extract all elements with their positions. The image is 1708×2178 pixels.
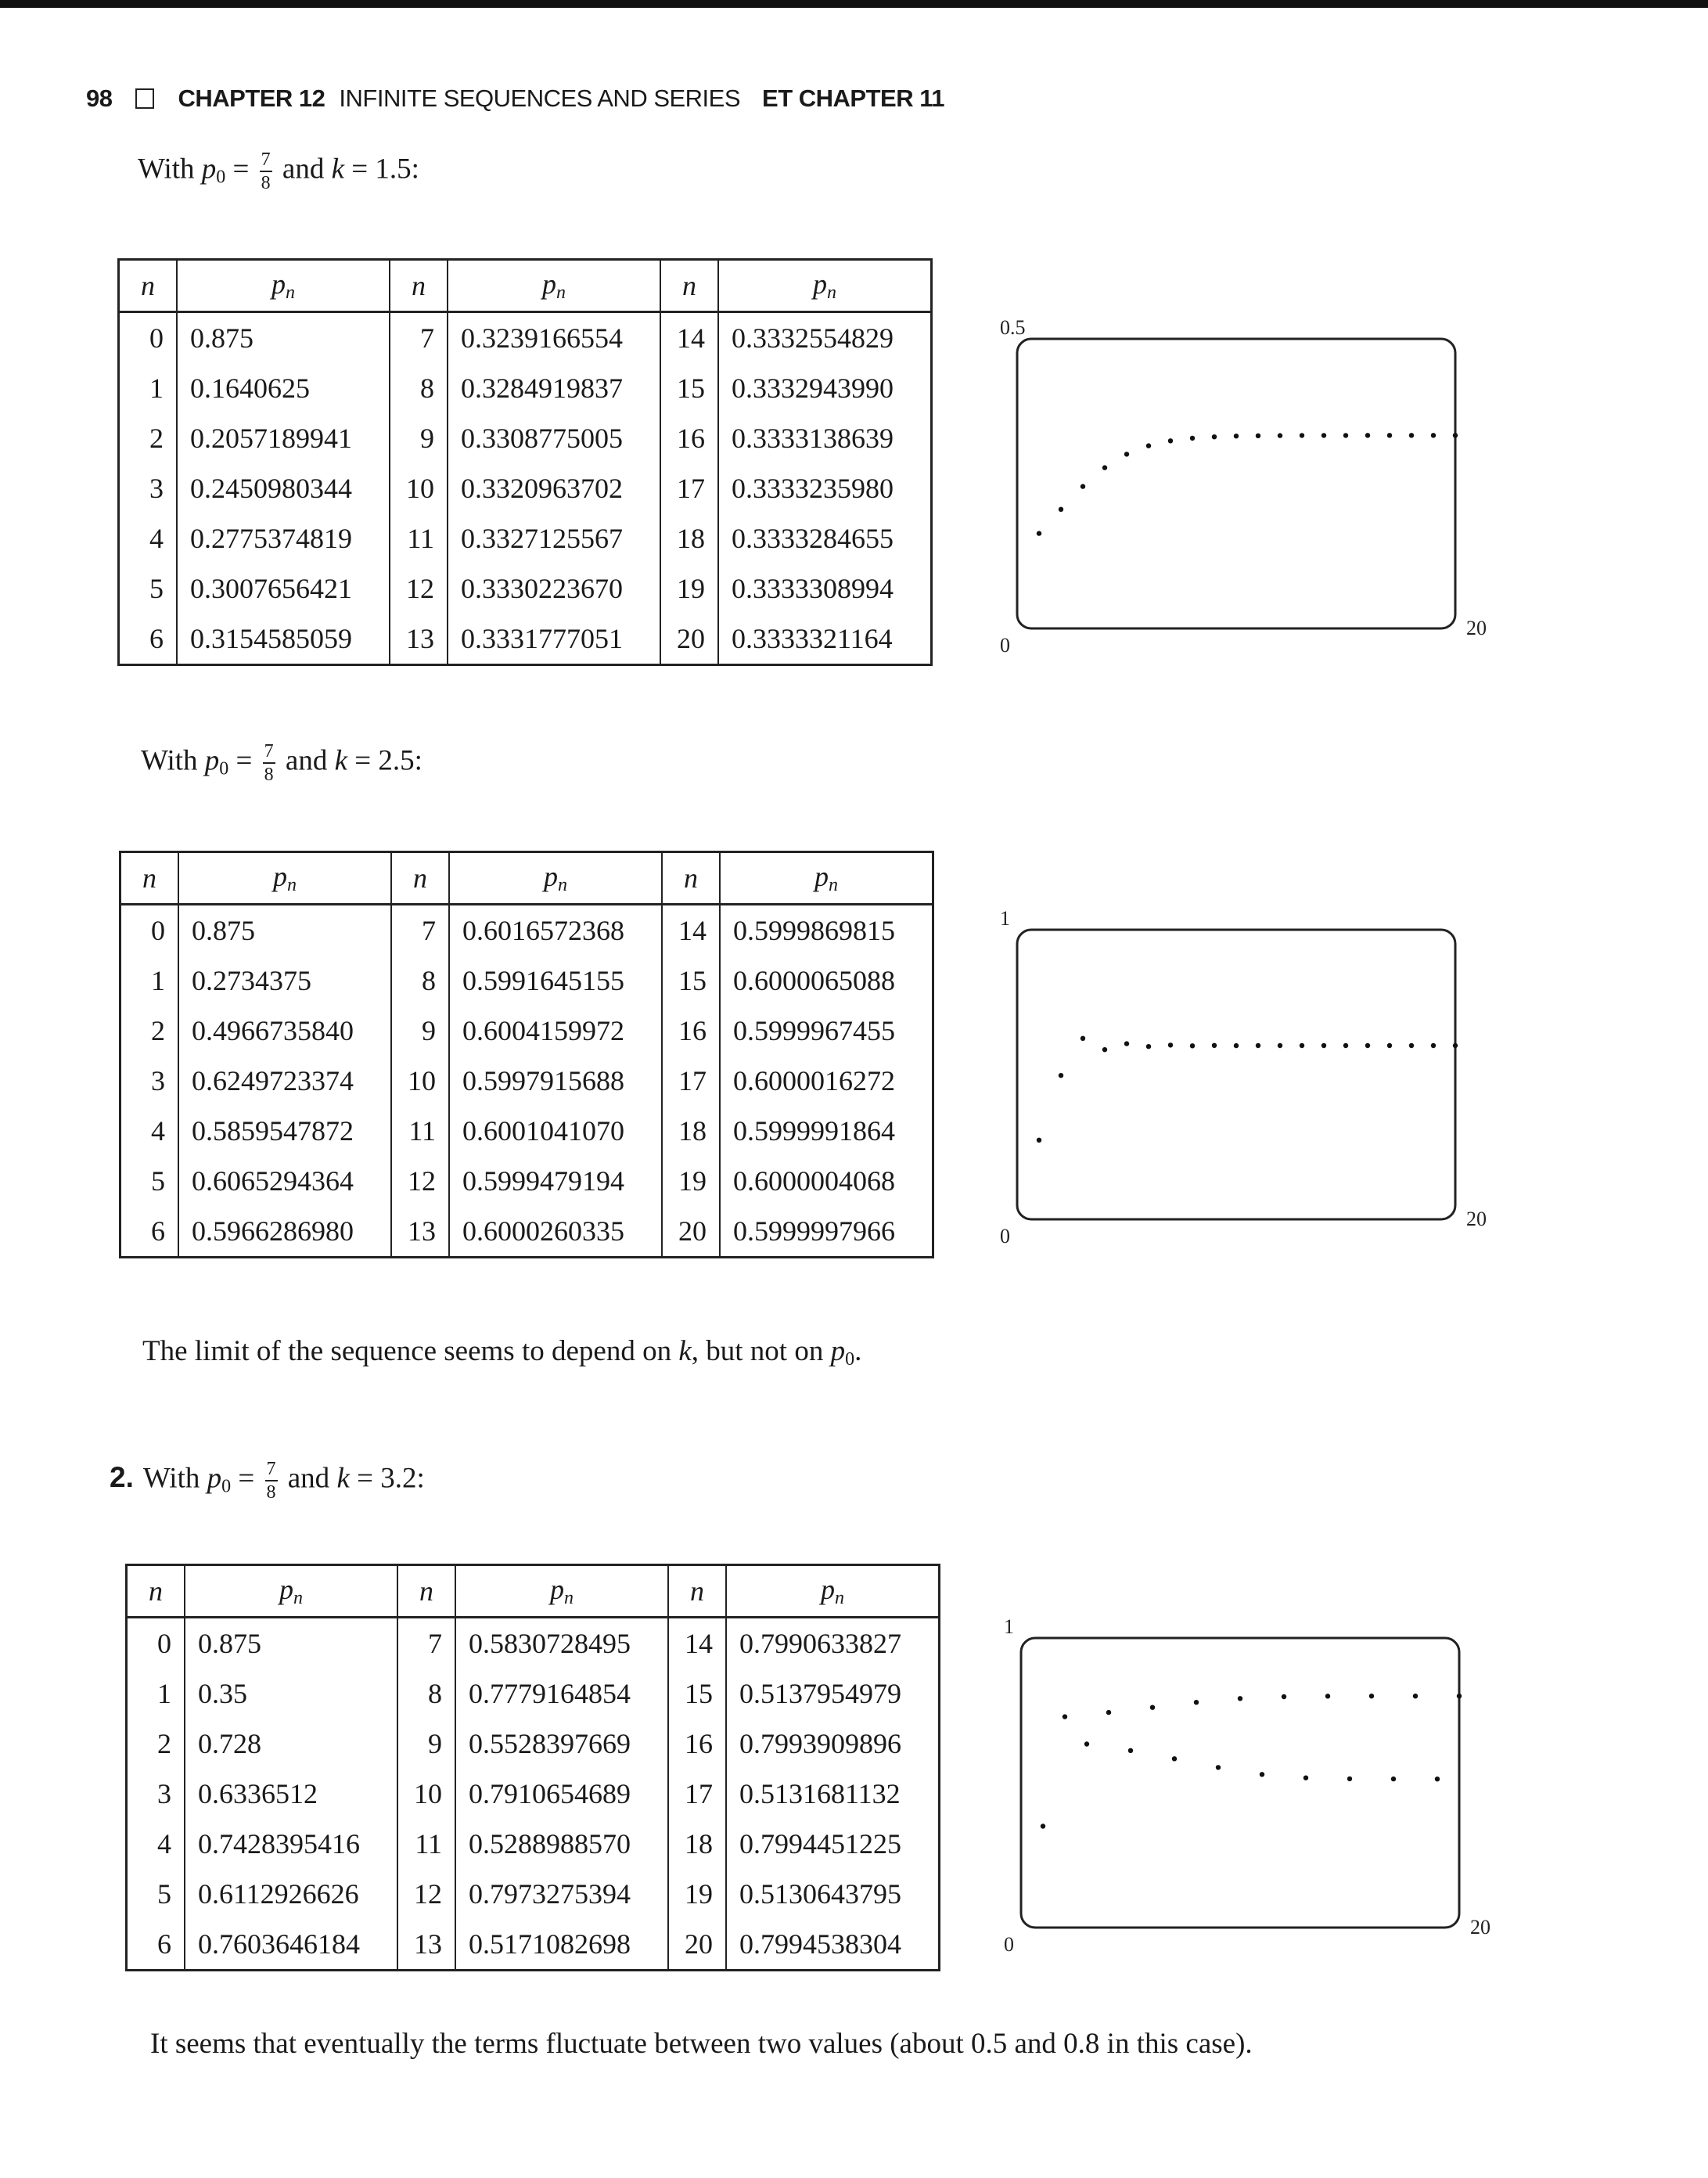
table-row xyxy=(127,1869,940,1919)
index-cell: 13 xyxy=(391,1206,449,1258)
data-point xyxy=(1168,438,1173,443)
value-cell: 0.7973275394 xyxy=(455,1869,668,1919)
column-header: n xyxy=(668,1565,726,1618)
value-cell: 0.7910654689 xyxy=(455,1769,668,1819)
table-row xyxy=(120,905,933,956)
table-row xyxy=(120,1056,933,1106)
table-header-row xyxy=(127,1565,940,1618)
table-row xyxy=(127,1819,940,1869)
index-cell: 10 xyxy=(397,1769,455,1819)
value-cell: 0.35 xyxy=(185,1669,397,1719)
table-row xyxy=(120,1006,933,1056)
data-point xyxy=(1041,1823,1045,1828)
value-cell: 0.2734375 xyxy=(178,956,391,1006)
index-cell: 6 xyxy=(119,614,178,665)
column-header: $p_n$ xyxy=(177,260,390,312)
value-cell: 0.5528397669 xyxy=(455,1719,668,1769)
index-cell: 15 xyxy=(662,956,720,1006)
x-max-label: 20 xyxy=(1470,1916,1490,1939)
index-cell: 8 xyxy=(391,956,449,1006)
value-cell: 0.3154585059 xyxy=(177,614,390,665)
data-point xyxy=(1059,1073,1063,1078)
table-row xyxy=(127,1719,940,1769)
value-cell: 0.1640625 xyxy=(177,363,390,413)
data-point xyxy=(1124,1041,1129,1046)
page-number: 98 xyxy=(86,85,113,112)
index-cell: 17 xyxy=(660,463,718,513)
index-cell: 5 xyxy=(127,1869,185,1919)
y-max-label: 0.5 xyxy=(1000,316,1026,339)
value-cell: 0.5137954979 xyxy=(726,1669,940,1719)
index-cell: 14 xyxy=(668,1618,726,1669)
value-cell: 0.5966286980 xyxy=(178,1206,391,1258)
table-row xyxy=(120,1206,933,1258)
data-point xyxy=(1321,433,1326,437)
index-cell: 20 xyxy=(660,614,718,665)
data-point xyxy=(1037,531,1041,535)
data-point xyxy=(1194,1700,1199,1705)
chapter-label: CHAPTER 12 xyxy=(178,85,325,112)
value-cell: 0.6016572368 xyxy=(449,905,662,956)
scatter-plot-1 xyxy=(994,316,1487,657)
value-cell: 0.5171082698 xyxy=(455,1919,668,1971)
value-cell: 0.4966735840 xyxy=(178,1006,391,1056)
value-cell: 0.2057189941 xyxy=(177,413,390,463)
data-point xyxy=(1234,434,1239,438)
index-cell: 3 xyxy=(120,1056,179,1106)
data-point xyxy=(1081,484,1085,488)
x-min-label: 0 xyxy=(1004,1933,1014,1956)
value-cell: 0.3333138639 xyxy=(718,413,932,463)
data-point xyxy=(1431,433,1436,437)
column-header: $p_n$ xyxy=(185,1565,397,1618)
index-cell: 4 xyxy=(119,513,178,563)
table-row xyxy=(119,614,932,665)
table-row xyxy=(119,413,932,463)
value-cell: 0.875 xyxy=(185,1618,397,1669)
column-header: $p_n$ xyxy=(718,260,932,312)
value-cell: 0.3320963702 xyxy=(448,463,660,513)
index-cell: 9 xyxy=(397,1719,455,1769)
value-cell: 0.3331777051 xyxy=(448,614,660,665)
index-cell: 19 xyxy=(660,563,718,614)
column-header: $p_n$ xyxy=(720,852,933,905)
data-point xyxy=(1059,507,1063,512)
index-cell: 10 xyxy=(391,1056,449,1106)
index-cell: 20 xyxy=(662,1206,720,1258)
value-cell: 0.5131681132 xyxy=(726,1769,940,1819)
data-point xyxy=(1321,1043,1326,1048)
table-row xyxy=(120,956,933,1006)
index-cell: 8 xyxy=(390,363,448,413)
column-header: n xyxy=(120,852,179,905)
index-cell: 17 xyxy=(668,1769,726,1819)
value-cell: 0.5288988570 xyxy=(455,1819,668,1869)
value-cell: 0.5999991864 xyxy=(720,1106,933,1156)
column-header: n xyxy=(119,260,178,312)
table-row xyxy=(119,363,932,413)
data-point xyxy=(1300,1043,1304,1048)
values-table-1 xyxy=(117,258,933,666)
column-header: n xyxy=(390,260,448,312)
index-cell: 0 xyxy=(127,1618,185,1669)
data-point xyxy=(1212,1043,1217,1048)
value-cell: 0.5130643795 xyxy=(726,1869,940,1919)
value-cell: 0.3333321164 xyxy=(718,614,932,665)
values-table-3 xyxy=(125,1564,940,1971)
data-point xyxy=(1102,465,1107,470)
index-cell: 12 xyxy=(397,1869,455,1919)
et-chapter-label: ET CHAPTER 11 xyxy=(762,85,944,112)
index-cell: 6 xyxy=(120,1206,179,1258)
index-cell: 5 xyxy=(119,563,178,614)
index-cell: 14 xyxy=(662,905,720,956)
x-min-label: 0 xyxy=(1000,634,1010,657)
index-cell: 9 xyxy=(390,413,448,463)
index-cell: 0 xyxy=(119,312,178,364)
data-point xyxy=(1102,1047,1107,1052)
column-header: $p_n$ xyxy=(726,1565,940,1618)
plot-frame xyxy=(1021,1638,1459,1928)
index-cell: 19 xyxy=(662,1156,720,1206)
data-point xyxy=(1282,1694,1286,1699)
value-cell: 0.7779164854 xyxy=(455,1669,668,1719)
value-cell: 0.6001041070 xyxy=(449,1106,662,1156)
index-cell: 3 xyxy=(127,1769,185,1819)
index-cell: 15 xyxy=(668,1669,726,1719)
index-cell: 13 xyxy=(390,614,448,665)
value-cell: 0.5830728495 xyxy=(455,1618,668,1669)
value-cell: 0.2450980344 xyxy=(177,463,390,513)
index-cell: 0 xyxy=(120,905,179,956)
data-point xyxy=(1278,1043,1282,1048)
value-cell: 0.7990633827 xyxy=(726,1618,940,1669)
values-table-2 xyxy=(119,851,934,1258)
index-cell: 9 xyxy=(391,1006,449,1056)
data-point xyxy=(1216,1765,1221,1769)
index-cell: 16 xyxy=(660,413,718,463)
table-row xyxy=(119,563,932,614)
section-1-intro: With $p_0$ = $\frac{7}{8}$ and k = 1.5: xyxy=(138,149,419,193)
data-point xyxy=(1300,433,1304,437)
plot-frame xyxy=(1017,339,1455,628)
data-point xyxy=(1168,1042,1173,1047)
table-row xyxy=(127,1669,940,1719)
data-point xyxy=(1325,1694,1330,1698)
value-cell: 0.3332943990 xyxy=(718,363,932,413)
value-cell: 0.3239166554 xyxy=(448,312,660,364)
y-max-label: 1 xyxy=(1000,907,1010,930)
data-point xyxy=(1347,1777,1352,1781)
index-cell: 6 xyxy=(127,1919,185,1971)
column-header: n xyxy=(662,852,720,905)
data-point xyxy=(1453,433,1458,437)
conclusion-limit: The limit of the sequence seems to depend on k, but not on $p_0$. xyxy=(142,1335,862,1370)
index-cell: 4 xyxy=(127,1819,185,1869)
data-point xyxy=(1413,1694,1418,1698)
index-cell: 19 xyxy=(668,1869,726,1919)
data-point xyxy=(1391,1777,1396,1781)
square-separator-icon xyxy=(135,88,154,109)
index-cell: 11 xyxy=(397,1819,455,1869)
value-cell: 0.6004159972 xyxy=(449,1006,662,1056)
index-cell: 7 xyxy=(390,312,448,364)
value-cell: 0.875 xyxy=(178,905,391,956)
column-header: n xyxy=(660,260,718,312)
column-header: n xyxy=(127,1565,185,1618)
data-point xyxy=(1369,1694,1374,1698)
data-point xyxy=(1234,1043,1239,1048)
value-cell: 0.6000260335 xyxy=(449,1206,662,1258)
table-row xyxy=(127,1769,940,1819)
value-cell: 0.3333308994 xyxy=(718,563,932,614)
chapter-title: INFINITE SEQUENCES AND SERIES xyxy=(339,85,741,112)
value-cell: 0.3327125567 xyxy=(448,513,660,563)
value-cell: 0.7994451225 xyxy=(726,1819,940,1869)
data-point xyxy=(1037,1138,1041,1143)
value-cell: 0.6249723374 xyxy=(178,1056,391,1106)
column-header: $p_n$ xyxy=(455,1565,668,1618)
data-point xyxy=(1453,1043,1458,1048)
value-cell: 0.7428395416 xyxy=(185,1819,397,1869)
index-cell: 8 xyxy=(397,1669,455,1719)
index-cell: 1 xyxy=(120,956,179,1006)
table-header-row xyxy=(119,260,932,312)
index-cell: 15 xyxy=(660,363,718,413)
table-row xyxy=(127,1919,940,1971)
data-point xyxy=(1063,1714,1067,1719)
column-header: $p_n$ xyxy=(178,852,391,905)
column-header: n xyxy=(397,1565,455,1618)
value-cell: 0.3333284655 xyxy=(718,513,932,563)
data-point xyxy=(1190,1043,1195,1048)
index-cell: 17 xyxy=(662,1056,720,1106)
value-cell: 0.7993909896 xyxy=(726,1719,940,1769)
value-cell: 0.728 xyxy=(185,1719,397,1769)
index-cell: 18 xyxy=(668,1819,726,1869)
data-point xyxy=(1457,1694,1462,1698)
data-point xyxy=(1212,434,1217,439)
data-point xyxy=(1128,1748,1133,1753)
value-cell: 0.5859547872 xyxy=(178,1106,391,1156)
index-cell: 2 xyxy=(120,1006,179,1056)
fraction: $\frac{7}{8}$ xyxy=(261,149,271,193)
index-cell: 14 xyxy=(660,312,718,364)
value-cell: 0.3333235980 xyxy=(718,463,932,513)
index-cell: 7 xyxy=(397,1618,455,1669)
value-cell: 0.2775374819 xyxy=(177,513,390,563)
data-point xyxy=(1343,1043,1348,1048)
value-cell: 0.5991645155 xyxy=(449,956,662,1006)
y-max-label: 1 xyxy=(1004,1615,1014,1638)
data-point xyxy=(1146,1044,1151,1049)
value-cell: 0.5999479194 xyxy=(449,1156,662,1206)
fraction: $\frac{7}{8}$ xyxy=(264,741,274,785)
table-row xyxy=(127,1618,940,1669)
scatter-plot-2 xyxy=(994,907,1487,1247)
running-header xyxy=(86,85,944,113)
index-cell: 16 xyxy=(662,1006,720,1056)
column-header: n xyxy=(391,852,449,905)
value-cell: 0.875 xyxy=(177,312,390,364)
value-cell: 0.7994538304 xyxy=(726,1919,940,1971)
data-point xyxy=(1190,436,1195,441)
table-row xyxy=(120,1156,933,1206)
value-cell: 0.3007656421 xyxy=(177,563,390,614)
data-point xyxy=(1256,1043,1260,1048)
data-point xyxy=(1081,1036,1085,1041)
value-cell: 0.3308775005 xyxy=(448,413,660,463)
table-header-row xyxy=(120,852,933,905)
data-point xyxy=(1260,1772,1264,1777)
data-point xyxy=(1106,1710,1111,1715)
index-cell: 11 xyxy=(391,1106,449,1156)
value-cell: 0.7603646184 xyxy=(185,1919,397,1971)
index-cell: 20 xyxy=(668,1919,726,1971)
section-2-intro: With $p_0$ = $\frac{7}{8}$ and k = 2.5: xyxy=(141,741,423,785)
data-point xyxy=(1343,433,1348,437)
table-row xyxy=(119,463,932,513)
index-cell: 13 xyxy=(397,1919,455,1971)
data-point xyxy=(1146,443,1151,448)
index-cell: 11 xyxy=(390,513,448,563)
data-point xyxy=(1387,1043,1392,1048)
index-cell: 18 xyxy=(662,1106,720,1156)
value-cell: 0.6065294364 xyxy=(178,1156,391,1206)
x-min-label: 0 xyxy=(1000,1225,1010,1247)
value-cell: 0.3332554829 xyxy=(718,312,932,364)
data-point xyxy=(1238,1696,1242,1701)
data-point xyxy=(1150,1705,1155,1710)
data-point xyxy=(1172,1756,1177,1761)
fraction: $\frac{7}{8}$ xyxy=(266,1459,276,1503)
value-cell: 0.6112926626 xyxy=(185,1869,397,1919)
index-cell: 1 xyxy=(127,1669,185,1719)
value-cell: 0.6000004068 xyxy=(720,1156,933,1206)
data-point xyxy=(1365,1043,1370,1048)
index-cell: 7 xyxy=(391,905,449,956)
index-cell: 3 xyxy=(119,463,178,513)
table-row xyxy=(120,1106,933,1156)
column-header: $p_n$ xyxy=(449,852,662,905)
index-cell: 16 xyxy=(668,1719,726,1769)
data-point xyxy=(1084,1741,1089,1746)
index-cell: 2 xyxy=(127,1719,185,1769)
data-point xyxy=(1409,433,1414,437)
data-point xyxy=(1303,1776,1308,1780)
value-cell: 0.5999869815 xyxy=(720,905,933,956)
data-point xyxy=(1256,434,1260,438)
value-cell: 0.6000016272 xyxy=(720,1056,933,1106)
index-cell: 1 xyxy=(119,363,178,413)
scatter-plot-3 xyxy=(998,1615,1490,1956)
exercise-2-intro: 2. With $p_0$ = $\frac{7}{8}$ and k = 3.2: xyxy=(110,1459,425,1503)
index-cell: 10 xyxy=(390,463,448,513)
value-cell: 0.6000065088 xyxy=(720,956,933,1006)
x-max-label: 20 xyxy=(1466,617,1487,639)
index-cell: 12 xyxy=(391,1156,449,1206)
value-cell: 0.5999997966 xyxy=(720,1206,933,1258)
data-point xyxy=(1387,433,1392,437)
value-cell: 0.3284919837 xyxy=(448,363,660,413)
index-cell: 12 xyxy=(390,563,448,614)
index-cell: 2 xyxy=(119,413,178,463)
data-point xyxy=(1435,1777,1440,1781)
plot-frame xyxy=(1017,930,1455,1219)
exercise-number: 2. xyxy=(110,1461,134,1494)
data-point xyxy=(1365,433,1370,437)
column-header: $p_n$ xyxy=(448,260,660,312)
conclusion-fluctuate: It seems that eventually the terms fluctuate between two values (about 0.5 and 0.8 in this case). xyxy=(150,2028,1253,2060)
data-point xyxy=(1409,1043,1414,1048)
value-cell: 0.6336512 xyxy=(185,1769,397,1819)
data-point xyxy=(1431,1043,1436,1048)
data-point xyxy=(1278,433,1282,437)
x-max-label: 20 xyxy=(1466,1208,1487,1230)
value-cell: 0.5999967455 xyxy=(720,1006,933,1056)
index-cell: 18 xyxy=(660,513,718,563)
index-cell: 5 xyxy=(120,1156,179,1206)
top-rule xyxy=(0,0,1708,8)
table-row xyxy=(119,312,932,364)
index-cell: 4 xyxy=(120,1106,179,1156)
data-point xyxy=(1124,452,1129,456)
value-cell: 0.3330223670 xyxy=(448,563,660,614)
table-row xyxy=(119,513,932,563)
value-cell: 0.5997915688 xyxy=(449,1056,662,1106)
